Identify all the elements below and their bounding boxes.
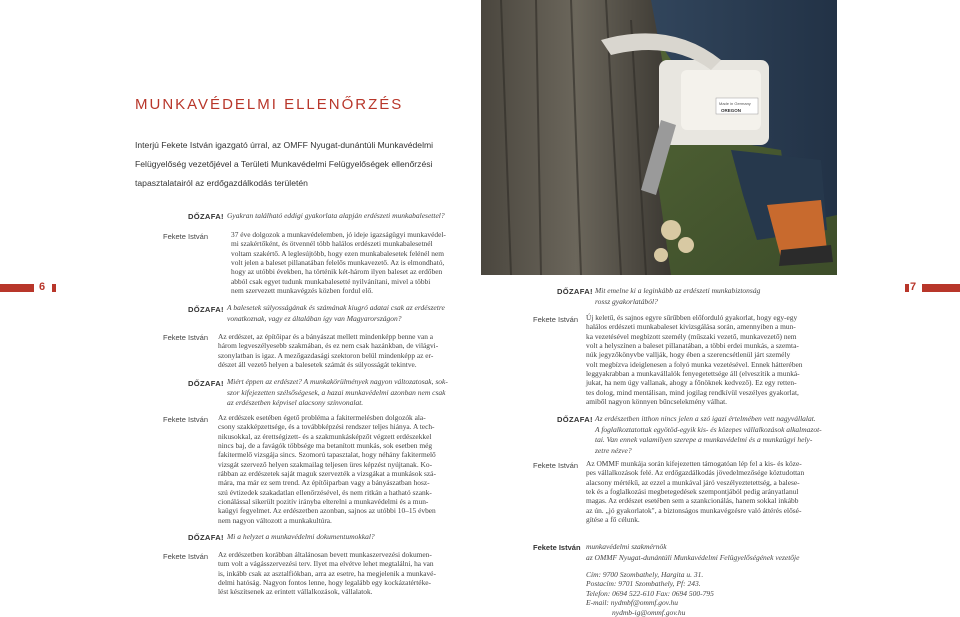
intro-line-3: tapasztalatairól az erdőgazdálkodás területén [135,178,308,188]
question-1: Gyakran található eddigi gyakorlata alapján erdészeti munkabalesettel? [227,211,445,220]
contact-block [586,570,866,617]
interviewer-label: DŐZAFA! [188,212,224,221]
page-bar-left-end [52,284,56,292]
answer-3 [218,413,493,525]
chainsaw-photo-illustration [481,0,837,275]
saw-label-line-1: Made in Germany [719,101,751,106]
question-2-line: vonatkoznak, vagy ez általában így van Magyarországon? [227,313,402,323]
answer-2-line: Az erdészet, az építőipar és a bányászat mellett mindenképp benne van a [218,332,434,341]
answer-4 [218,550,493,597]
page-number-right: 7 [910,281,917,293]
answer-4-line: delmi hatóság. Nagyon fontos lenne, hogy legalább egy kockázatértéke- [218,578,432,588]
speaker-label: Fekete István [163,333,209,342]
contact-phone: Telefon: 0694 522-610 Fax: 0694 500-795 [586,588,714,598]
answer-1-line: abból csak egyet tudunk munkabalesetté nyilvánítani, mivel a többi [231,276,431,286]
answer-2-line: dészet áll vezető helyen a balesetek számát és súlyosságát tekintve. [218,360,417,370]
article-title: MUNKAVÉDELMI ELLENŐRZÉS [135,96,404,113]
answer-4-line: lést készítsenek az erintett vállalkozások, vállalatok. [218,587,373,597]
contact-postal: Postacím: 9701 Szombathely, Pf: 243. [586,579,701,589]
intro-line-1: Interjú Fekete István igazgató úrral, az OMFF Nyugat-dunántúli Munkavédelmi [135,140,434,150]
signature-title [586,542,866,563]
answer-4-line: Az erdészetben korábban általánosan bevett munkaszervezési dokumen- [218,550,432,559]
question-3 [227,377,497,409]
question-3-line: Miért éppen az erdészet? A munkakörülmények nagyon változatosak, sok- [227,377,448,386]
answer-5-line: núk jegyzőkönyvbe vallják, hogy ében a szerencsétlenül járt személy [586,350,791,360]
page-bar-right [922,284,960,292]
answer-2-line: három legveszélyesebb szakmában, és ez nem csak hazánkban, de világvi- [218,341,439,351]
answer-3-line: nem nagyon változott a munkakultúra. [218,515,332,525]
question-6-line: zetre nézve? [595,445,632,455]
answer-5-line: halálos erdészeti munkabaleset kivizsgálása során, amennyiben a mun- [586,322,796,332]
contact-email[interactable]: E-mail: nydmbf@ommf.gov.hu [586,598,678,608]
interviewer-label: DŐZAFA! [188,379,224,388]
answer-5-line: jukat, ha nem úgy vallanak, ahogy a főnöknek kedvező). Ez egy retten- [586,378,797,388]
page-bar-right-start [905,284,909,292]
answer-6-line: alacsony mértékű, az ezzel a munkával járó veszélyeztetettség, a balese- [586,477,800,487]
answer-5-line: ka vezetésével megbízott személy (műszaki vezető, munkavezető) nem [586,331,797,341]
contact-email-2[interactable]: nydmb-ig@ommf.gov.hu [612,607,686,617]
answer-3-line: csony szakképzettsége, és a továbbképzési rendszer teljes hiánya. A tech- [218,422,435,432]
answer-6 [586,459,866,524]
answer-6-line: magas. Az erdészet esetében sem a szankcionálás, hanem sokkal inkább [586,496,799,506]
answer-3-line: vizsgát szervező helyen szakmailag teljesen üres képzést nyújtanak. Ko- [218,459,433,469]
speaker-label: Fekete István [163,232,209,241]
answer-3-line: szú évtizedek szakadatlan ellenőrzésével, és nem ritkán a hatható szank- [218,487,432,497]
speaker-label: Fekete István [163,415,209,424]
answer-3-line: Az erdészek esetében égető probléma a fakitermelésben dolgozók ala- [218,413,426,422]
answer-6-line: gítése a fő célunk. [586,515,640,525]
answer-3-line: cionálással sikerült pozitív irányba elterelni a munkavédelmi és a mun- [218,497,429,507]
answer-2-line: szonylatban is igaz. A mezőgazdasági szektoron belül mindenképp az er- [218,350,434,360]
question-3-line: szor kifejezetten szélsőségesek, a hazai munkavédelmi azonban nem csak [227,387,446,397]
speaker-label: Fekete István [163,552,209,561]
question-6 [595,414,875,456]
signature-name: Fekete István [533,543,581,552]
answer-4-line: tum volt a vágásszervezési terv. Ilyet ma elvétve lehet megtalálni, ha van [218,559,434,569]
question-2 [227,303,487,324]
answer-4-line: is, inkább csak az asztalfiókban, arra az esetre, ha megjelenik a munkavé- [218,568,436,578]
contact-address: Cím: 9700 Szombathely, Hargita u. 31. [586,570,704,579]
answer-5-line: amiből nagyon könnyen bűncselekmény válhat. [586,397,728,407]
answer-6-line: az ún. „jó gyakorlatok", a biztonságos munkavégzésre való áttérés elősé- [586,505,802,515]
interviewer-label: DŐZAFA! [188,305,224,314]
question-6-line: Az erdészetben itthon nincs jelen a szó igazi értelmében vett nagyvállalat. [595,414,816,423]
answer-6-line: Az OMMF munkája során kifejezetten támogatóan lép fel a kis- és köze- [586,459,802,468]
answer-3-line: mára, ma már ez sem trend. Az építőiparban vagy a bányászatban hosz- [218,478,430,488]
page-bar-left [0,284,34,292]
answer-5-line: Új keletű, és sajnos egyre sűrűbben előforduló gyakorlat, hogy egy-egy [586,313,798,322]
signature-title-line: az OMMF Nyugat-dunántúli Munkavédelmi Felügyelőségének vezetője [586,552,800,562]
answer-1-line: mi szakértőként, és ötvennél több halálos erdészeti munkabalesetnél [231,239,433,249]
answer-1-line: 37 éve dolgozok a munkavédelemben, jó ideje igazságügyi munkavédel- [231,230,446,239]
question-6-line: A foglalkoztatottak egyötöd-egyik kis- és közepes vállalkozások alkalmazot- [595,424,822,434]
interviewer-label: DŐZAFA! [557,287,593,296]
answer-3-line: rábban az erdészetek saját maguk szervezték a vizsgákat a munkások szá- [218,469,436,479]
answer-5-line: leggyakrabban a munkavállalók fenyegetettsége áll (elveszítik a munká- [586,369,800,379]
answer-5-line: volt a helyszínen a baleset pillanatában, a többi erdei munkás, a szemta- [586,341,799,351]
answer-6-line: tek és a foglalkozási megbetegedések szempontjából pedig arányatlanul [586,487,799,497]
question-5 [595,286,865,307]
intro-line-2: Felügyelőség vezetőjével a Területi Munkavédelmi Felügyelőségek ellenőrzési [135,159,433,169]
signature-title-line: munkavédelmi szakmérnök [586,542,667,551]
question-5-line: rossz gyakorlatából? [595,296,658,306]
answer-5-line: volt megbízva ideiglenesen a folyó munka vezetésével. Ennek hátterében [586,359,803,369]
answer-3-line: kaügyi fegyelmet. Az erdészetben azonban, sajnos az utóbbi 10–15 évben [218,506,436,516]
question-2-line: A balesetek súlyosságának és számának kiugró adatai csak az erdészetre [227,303,445,312]
answer-6-line: pes vállalkozások felé. Az erdőgazdálkodás jövedelmezősége köztudottan [586,468,805,478]
answer-2 [218,332,488,369]
answer-1-line: nem szervezett munkavégzés közben fordul elő. [231,286,374,296]
question-5-line: Mit emelne ki a leginkább az erdészeti munkabiztonság [595,286,761,295]
answer-1-line: hogy az utóbbi években, ha történik két-három ilyen baleset az erdőben [231,267,443,277]
question-6-line: tai. Van ennek valamilyen szerepe a munkavédelmi és a munkaügyi hely- [595,435,813,444]
chainsaw-photo [481,0,837,275]
question-4: Mi a helyzet a munkavédelmi dokumentumokkal? [227,532,375,541]
answer-1-line: volt jelen a baleset pillanatában felelős munkavezető. Az is elmondható, [231,258,445,268]
answer-3-line: nikusokkal, az érettségizett- és a szakmunkásképzőt végzett erdészekkel [218,431,432,441]
answer-5-line: tes dolog, mind mentálisan, mind jogilag rendkívül veszélyes gyakorlat, [586,387,799,397]
answer-1 [231,230,491,295]
interviewer-label: DŐZAFA! [188,533,224,542]
answer-3-line: fakitermelő vizsgája sincs. Szomorú tapasztalat, hogy néhány fakitermelő [218,450,436,460]
interviewer-label: DŐZAFA! [557,415,593,424]
speaker-label: Fekete István [533,461,579,470]
question-3-line: az erdészetben képvisel alacsony színvonalat. [227,398,364,407]
answer-5 [586,313,866,406]
saw-label-line-2: OREGON [721,108,742,113]
page-number-left: 6 [39,281,46,293]
speaker-label: Fekete István [533,315,579,324]
answer-3-line: nincs baj, de a favágók többsége ma betanított munkás, sok esetben még [218,441,433,451]
answer-1-line: voltam szakértő. A leglesújtóbb, hogy ezen munkabalesetek felénél nem [231,248,445,258]
